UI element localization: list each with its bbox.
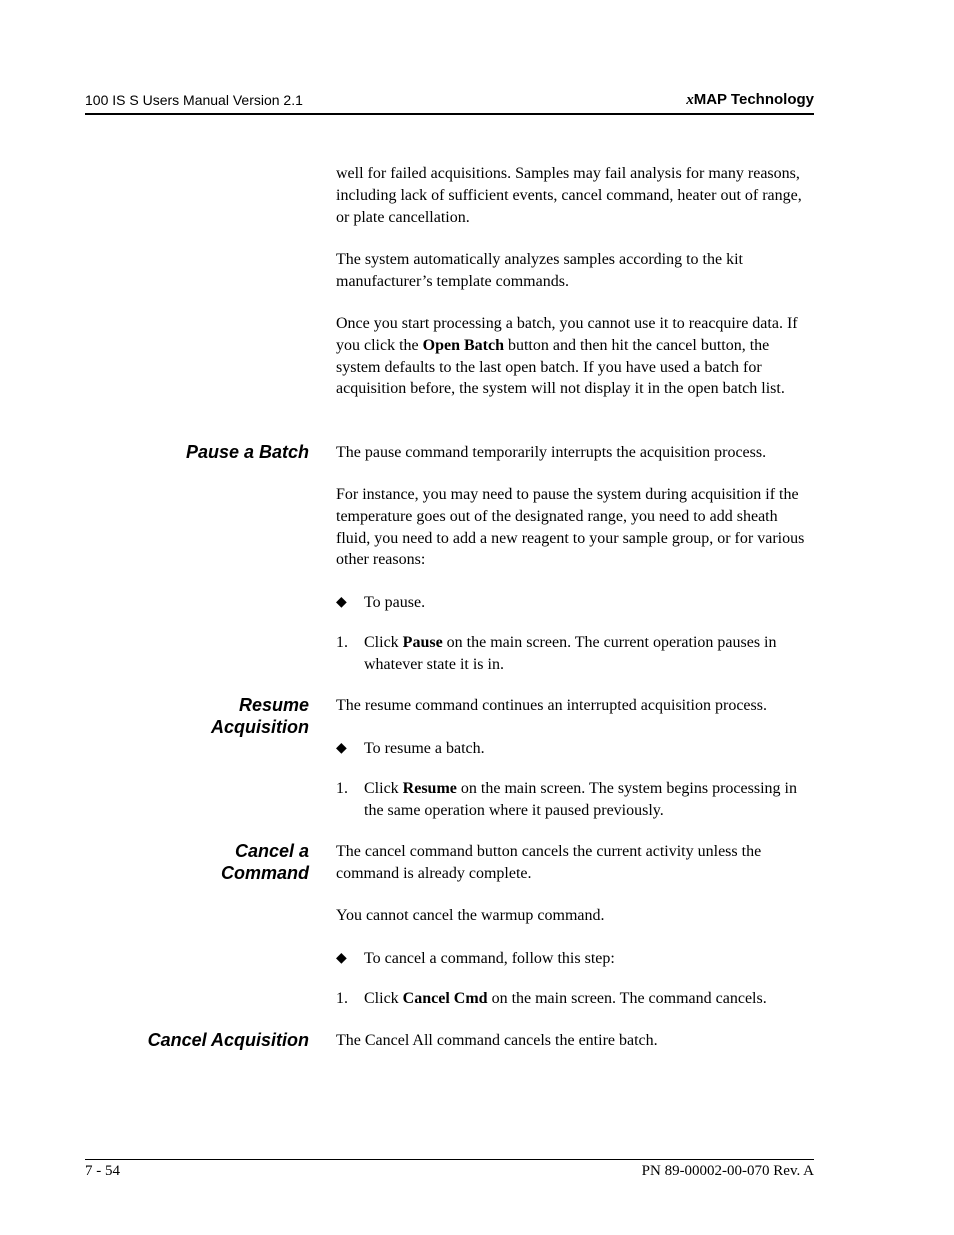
heading-cancel-acquisition: Cancel Acquisition (147, 1030, 309, 1050)
footer-rule (85, 1159, 814, 1160)
diamond-bullet-icon: ◆ (336, 595, 347, 610)
header-map-technology: MAP Technology (693, 91, 814, 108)
pause-bullet-text: To pause. (364, 594, 426, 611)
cancel-command-bullet-text: To cancel a command, follow this step: (364, 950, 615, 967)
page-number: 7 - 54 (85, 1163, 120, 1179)
resume-step-text (364, 778, 814, 822)
heading-cancel-line1: Cancel a (234, 841, 309, 861)
pause-step-text-b: on the main screen. The current operation pauses in whatever state it is in. (364, 634, 777, 673)
resume-paragraph-1: The resume command continues an interrupted acquisition process. (336, 697, 767, 714)
heading-cancel-line2: Command (220, 863, 309, 883)
pause-step-text-a: Click (364, 634, 403, 651)
step-number: 1. (336, 780, 348, 797)
step-number: 1. (336, 634, 348, 651)
cancel-command-step-text (364, 988, 814, 1010)
intro-paragraph-2: The system automatically analyzes samples according to the kit manufacturer’s template commands. (336, 251, 743, 290)
heading-resume-acquisition (109, 694, 309, 738)
resume-bullet-text: To resume a batch. (364, 740, 485, 757)
step-number: 1. (336, 990, 348, 1007)
cancel-acquisition-paragraph-1: The Cancel All command cancels the entire batch. (336, 1032, 658, 1049)
resume-step-text-a: Click (364, 780, 403, 797)
heading-resume-line2: Acquisition (211, 717, 309, 737)
resume-step-text-b: on the main screen. The system begins processing in the same operation where it paused previously. (364, 780, 797, 819)
heading-resume-line1: Resume (238, 695, 309, 715)
diamond-bullet-icon: ◆ (336, 951, 347, 966)
intro-paragraph-3 (336, 313, 814, 400)
cancel-step-text-a: Click (364, 990, 403, 1007)
header-section-title (686, 91, 814, 109)
intro-p3-text-b: button and then hit the cancel button, the system defaults to the last open batch. If you have used a batch for acquisition before, the system will not display it in the open batch list. (336, 336, 785, 398)
cancel-command-paragraph-1: The cancel command button cancels the current activity unless the command is already complete. (336, 843, 762, 882)
intro-p3-text-a: Once you start processing a batch, you cannot use it to reacquire data. If you click the (336, 315, 798, 354)
resume-term: Resume (402, 780, 457, 797)
header-rule (85, 113, 814, 115)
cancel-command-paragraph-2: You cannot cancel the warmup command. (336, 907, 605, 924)
open-batch-term: Open Batch (422, 336, 504, 354)
pause-step-text (364, 632, 814, 676)
intro-paragraph-1: well for failed acquisitions. Samples may fail analysis for many reasons, including lack of sufficient events, cancel command, heater out of range, or plate cancellation. (336, 165, 802, 226)
pause-paragraph-1: The pause command temporarily interrupts the acquisition process. (336, 444, 767, 461)
pause-paragraph-2: For instance, you may need to pause the system during acquisition if the temperature goes out of the designated range, you need to add sheath fluid, you need to add a new reagent to your sample group, or for various other reasons: (336, 486, 805, 569)
pause-term: Pause (402, 634, 443, 651)
header-manual-title: 100 IS S Users Manual Version 2.1 (85, 92, 303, 108)
cancel-cmd-term: Cancel Cmd (402, 990, 488, 1007)
heading-pause-a-batch: Pause a Batch (185, 442, 309, 462)
diamond-bullet-icon: ◆ (336, 741, 347, 756)
part-number: PN 89-00002-00-070 Rev. A (641, 1163, 814, 1179)
heading-cancel-a-command (109, 840, 309, 884)
header-x-prefix: x (686, 92, 694, 108)
cancel-step-text-b: on the main screen. The command cancels. (487, 990, 767, 1007)
